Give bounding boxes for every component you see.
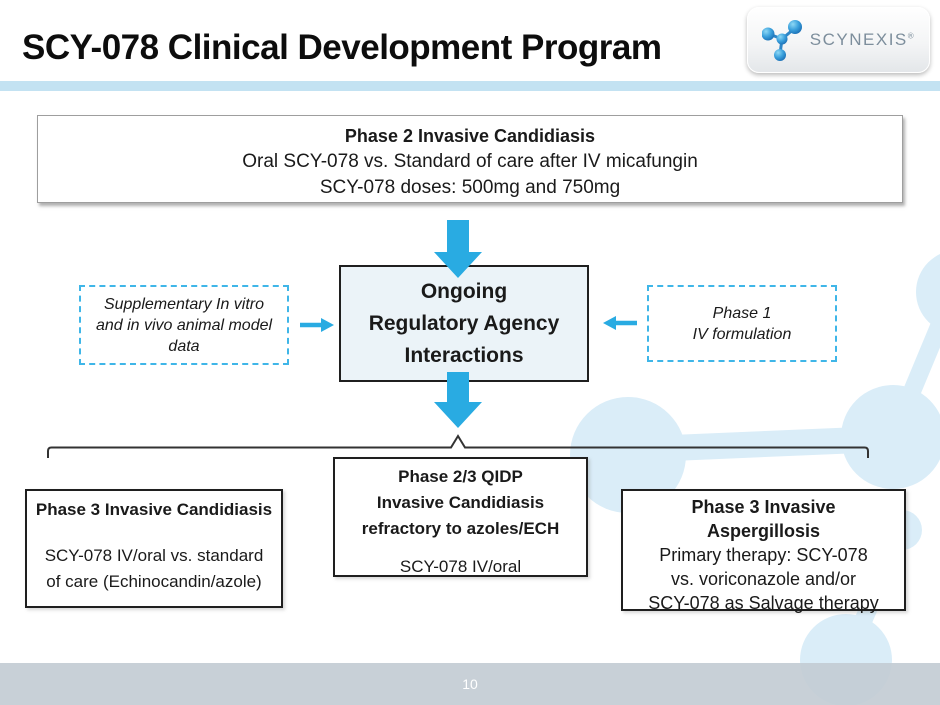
phase2-invasive-candidiasis-box	[37, 115, 903, 203]
page-title: SCY-078 Clinical Development Program	[22, 28, 662, 67]
top-box-title: Phase 2 Invasive Candidiasis	[344, 126, 596, 146]
bottom-middle-title2: Invasive Candidiasis	[376, 493, 545, 512]
bottom-left-body2: of care (Echinocandin/azole)	[46, 572, 262, 591]
center-box-line1: Ongoing	[420, 280, 508, 303]
title-accent-band	[0, 81, 940, 91]
top-box-line2: Oral SCY-078 vs. Standard of care after IV micafungin	[242, 151, 698, 172]
logo-brand-text: SCYNEXIS®	[809, 30, 916, 49]
bottom-right-title1: Phase 3 Invasive	[691, 497, 836, 517]
bottom-middle-title3: refractory to azoles/ECH	[361, 519, 560, 538]
bottom-right-body3: SCY-078 as Salvage therapy	[648, 593, 879, 613]
phase3-invasive-candidiasis-box	[25, 489, 283, 608]
supplementary-data-note	[79, 285, 289, 365]
left-note-line1: Supplementary In vitro	[103, 295, 265, 313]
center-box-line3: Interactions	[404, 344, 524, 367]
down-arrow-bottom-icon	[420, 372, 496, 430]
bottom-middle-title1: Phase 2/3 QIDP	[398, 467, 523, 486]
footer-bar	[0, 663, 940, 705]
left-note-line2: and in vivo animal model	[95, 316, 273, 334]
bottom-middle-body: SCY-078 IV/oral	[399, 557, 522, 576]
top-box-line3: SCY-078 doses: 500mg and 750mg	[319, 177, 621, 198]
phase23-qidp-box	[333, 457, 588, 577]
page-number: 10	[462, 676, 478, 692]
bottom-right-title2: Aspergillosis	[706, 521, 821, 541]
scynexis-logo	[747, 7, 930, 73]
bottom-left-title: Phase 3 Invasive Candidiasis	[35, 500, 273, 519]
phase1-iv-formulation-note	[647, 285, 837, 362]
registered-mark: ®	[907, 31, 916, 41]
phase3-invasive-aspergillosis-box	[621, 489, 906, 611]
down-arrow-top-icon	[420, 220, 496, 280]
left-note-line3: data	[168, 337, 200, 355]
bottom-right-body2: vs. voriconazole and/or	[670, 569, 857, 589]
bottom-left-body1: SCY-078 IV/oral vs. standard	[44, 546, 264, 565]
spacer	[335, 542, 586, 554]
spacer	[27, 523, 281, 543]
regulatory-interactions-box	[339, 265, 589, 382]
right-note-line1: Phase 1	[712, 304, 772, 322]
bottom-right-body1: Primary therapy: SCY-078	[659, 545, 868, 565]
molecule-icon	[762, 18, 804, 62]
right-pointing-arrow-icon	[300, 317, 334, 333]
center-box-line2: Regulatory Agency	[368, 312, 560, 335]
left-pointing-arrow-icon	[603, 315, 637, 331]
right-note-line2: IV formulation	[692, 325, 792, 343]
